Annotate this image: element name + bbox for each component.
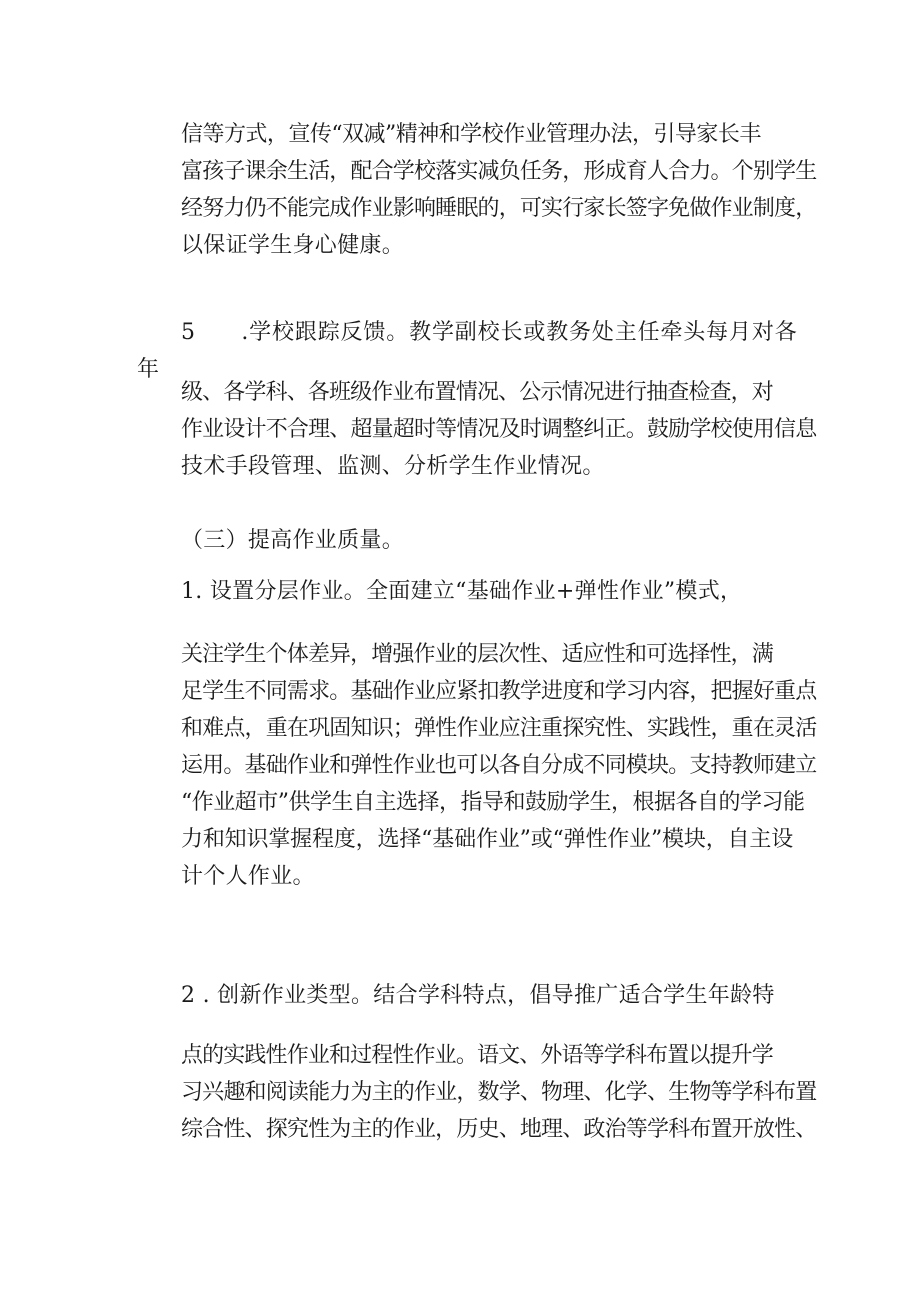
paragraph-item-1-heading	[137, 573, 797, 610]
paragraph-item-1-body	[137, 636, 817, 895]
item-heading-text: 2 . 创新作业类型。结合学科特点，倡导推广适合学生年龄特	[181, 983, 775, 1008]
text-line: 经努力仍不能完成作业影响睡眠的，可实行家长签字免做作业制度，	[181, 196, 817, 221]
text-line: “作业超市”供学生自主选择，指导和鼓励学生，根据各自的学习能	[181, 790, 805, 815]
text-line: 点的实践性作业和过程性作业。语文、外语等学科布置以提升学	[181, 1043, 773, 1068]
item-heading-text: .学校跟踪反馈。教学副校长或教务处主任牵头每月对各年	[137, 320, 797, 382]
text-line: 足学生不同需求。基础作业应紧扣教学进度和学习内容，把握好重点	[181, 679, 817, 704]
text-line: 和难点，重在巩固知识；弹性作业应注重探究性、实践性，重在灵活	[181, 716, 817, 741]
text-line: 力和知识掌握程度，选择“基础作业”或“弹性作业”模块，自主设	[181, 827, 794, 852]
text-line: 关注学生个体差异，增强作业的层次性、适应性和可选择性，满	[181, 642, 773, 667]
item-heading-text: 1. 设置分层作业。全面建立“基础作业+弹性作业”模式，	[181, 579, 743, 604]
text-line: 级、各学科、各班级作业布置情况、公示情况进行抽查检查，对	[181, 380, 773, 405]
paragraph-item-5-body	[137, 374, 817, 485]
text-line: 信等方式，宣传“双减”精神和学校作业管理办法，引导家长丰	[181, 122, 761, 147]
section-heading-text: （三）提高作业质量。	[181, 528, 405, 553]
text-line: 富孩子课余生活，配合学校落实减负任务，形成育人合力。个别学生	[181, 159, 817, 184]
text-line: 计个人作业。	[181, 864, 315, 889]
text-line: 综合性、探究性为主的作业，历史、地理、政治等学科布置开放性、	[181, 1117, 817, 1142]
text-line: 作业设计不合理、超量超时等情况及时调整纠正。鼓励学校使用信息	[181, 417, 817, 442]
section-heading-3	[137, 522, 797, 559]
text-line: 习兴趣和阅读能力为主的作业，数学、物理、化学、生物等学科布置	[181, 1080, 817, 1105]
item-number: 5	[181, 320, 196, 345]
paragraph-parent-communication	[137, 116, 817, 264]
text-line: 技术手段管理、监测、分析学生作业情况。	[181, 454, 605, 479]
paragraph-item-2-body	[137, 1037, 817, 1148]
text-line: 以保证学生身心健康。	[181, 233, 405, 258]
text-line: 运用。基础作业和弹性作业也可以各自分成不同模块。支持教师建立	[181, 753, 817, 778]
paragraph-item-2-heading	[137, 977, 797, 1014]
